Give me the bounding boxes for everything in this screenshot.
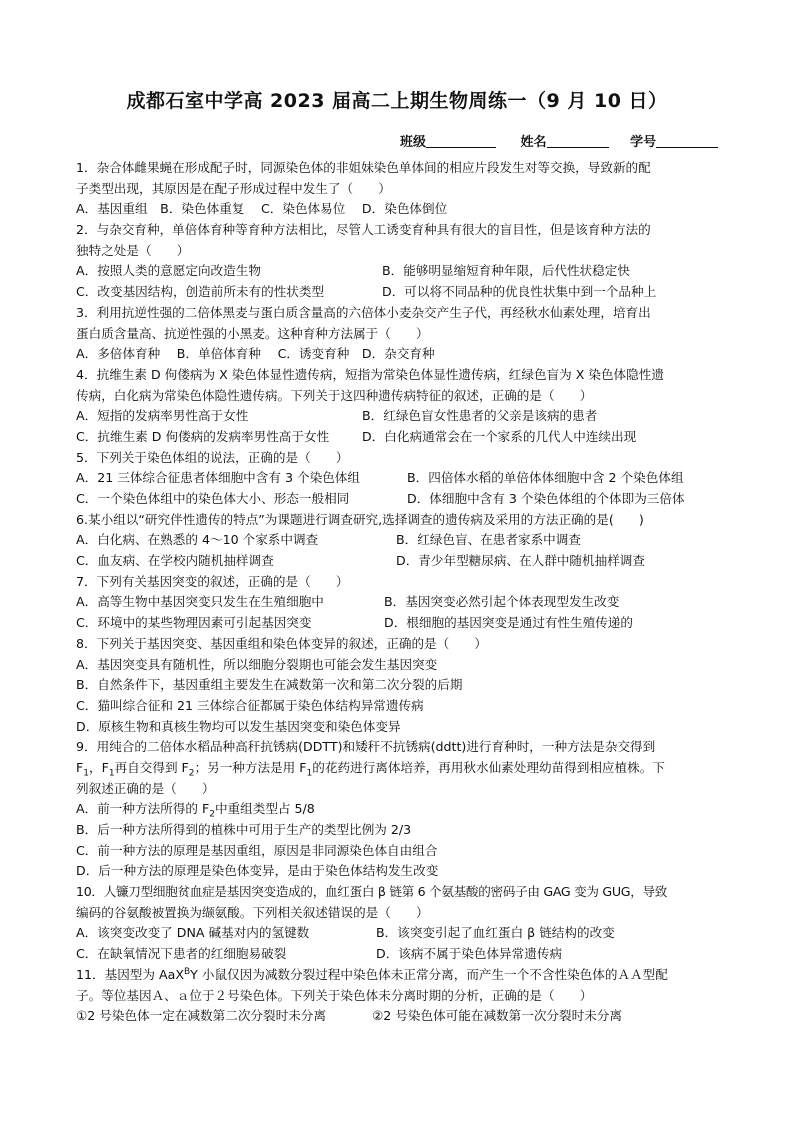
q8-option-a: A．基因突变具有随机性，所以细胞分裂期也可能会发生基因突变: [76, 656, 438, 672]
q2-option-b: B．能够明显缩短育种年限，后代性状稳定快: [382, 263, 630, 279]
q3-stem-line2: 蛋白质含量高、抗逆性强的小黑麦。这种育种方法属于（ ）: [76, 325, 429, 341]
name-label: 姓名: [520, 135, 547, 150]
q7-option-d: D．根细胞的基因突变是通过有性生殖传递的: [384, 615, 633, 631]
q2-option-d: D．可以将不同品种的优良性状集中到一个品种上: [382, 284, 657, 300]
q11-text: 11．基因型为 AaX: [76, 966, 184, 982]
q9-subscript: 1: [108, 768, 115, 779]
q9-subscript: 2: [188, 768, 195, 779]
q8-stem: 8．下列关于基因突变、基因重组和染色体变异的叙述，正确的是（ ）: [76, 635, 488, 651]
q5-option-d: D．体细胞中含有 3 个染色体组的个体即为三倍体: [407, 491, 685, 506]
q9-text: F: [76, 759, 84, 775]
page-title: 成都石室中学高 2023 届高二上期生物周练一（9 月 10 日）: [126, 90, 668, 112]
q3-options: A．多倍体育种 B．单倍体育种 C．诱变育种 D．杂交育种: [76, 346, 435, 362]
q10-options-row1: [76, 923, 718, 944]
q7-option-a: A．高等生物中基因突变只发生在生殖细胞中: [76, 594, 324, 610]
q9-text: 再自交得到 F: [114, 759, 189, 775]
q5-options-row2: [76, 489, 718, 510]
q8-option-b: B．自然条件下，基因重组主要发生在减数第一次和第二次分裂的后期: [76, 677, 463, 693]
q4-option-c: C．抗维生素 D 佝偻病的发病率男性高于女性: [76, 428, 330, 444]
q10-option-b: B．该突变引起了血红蛋白 β 链结构的改变: [376, 925, 615, 941]
question-list: [76, 158, 718, 1027]
q4-options-row1: [76, 406, 718, 427]
q5-stem: 5．下列关于染色体组的说法，正确的是（ ）: [76, 449, 349, 465]
q9-option-a-text: A．前一种方法所得的 F: [76, 801, 210, 817]
class-blank: [426, 133, 496, 148]
q4-options-row2: [76, 427, 718, 448]
q6-options-row1: [76, 530, 718, 551]
name-blank: [547, 133, 609, 148]
student-info-row: [400, 131, 720, 150]
q2-options-row1: [76, 261, 718, 282]
q5-options-row1: [76, 468, 718, 489]
q7-option-b: B．基因突变必然引起个体表现型发生改变: [384, 594, 620, 610]
q9-option-a: [76, 799, 718, 820]
q7-options-row2: [76, 613, 718, 634]
q6-option-a: A．白化病、在熟悉的 4～10 个家系中调查: [76, 532, 319, 548]
q2-option-c: C．改变基因结构，创造前所未有的性状类型: [76, 284, 325, 300]
q9-option-a-text: 中重组类型占 5/8: [214, 801, 315, 817]
q6-stem: 6.某小组以“研究伴性遗传的特点”为课题进行调查研究,选择调查的遗传病及采用的方法正确的是( ): [76, 511, 644, 527]
q2-option-a: A．按照人类的意愿定向改造生物: [76, 263, 261, 279]
q11-text: Y 小鼠仅因为减数分裂过程中染色体未正常分离，而产生一个不含性染色体的ＡＡ型配: [190, 966, 668, 982]
q11-superscript: B: [183, 966, 191, 977]
q6-options-row2: [76, 551, 718, 572]
q5-option-c: C．一个染色体组中的染色体大小、形态一般相同: [76, 491, 350, 506]
q7-stem: 7．下列有关基因突变的叙述，正确的是（ ）: [76, 573, 349, 589]
q4-option-b: B．红绿色盲女性患者的父亲是该病的患者: [362, 408, 598, 424]
q10-option-c: C．在缺氧情况下患者的红细胞易破裂: [76, 946, 287, 962]
q9-subscript: 1: [306, 768, 313, 779]
q11-statement-2: ②2 号染色体可能在减数第一次分裂时未分离: [372, 1008, 622, 1024]
q4-option-d: D．白化病通常会在一个家系的几代人中连续出现: [362, 428, 637, 444]
q11-statements-row: [76, 1006, 718, 1027]
q3-stem-line1: 3．利用抗逆性强的二倍体黑麦与蛋白质含量高的六倍体小麦杂交产生子代，再经秋水仙素处理，培育出: [76, 304, 651, 320]
q10-option-d: D．该病不属于染色体异常遗传病: [376, 946, 563, 962]
q9-stem-line1: 9．用纯合的二倍体水稻品种高秆抗锈病(DDTT)和矮秆不抗锈病(ddtt)进行育种时，一种方法是杂交得到: [76, 739, 656, 755]
class-label: 班级: [400, 135, 427, 150]
q6-option-d: D．青少年型糖尿病、在人群中随机抽样调查: [396, 553, 645, 569]
q5-option-b: B．四倍体水稻的单倍体体细胞中含 2 个染色体组: [407, 470, 684, 486]
q9-text: 的花药进行离体培养，再用秋水仙素处理幼苗得到相应植株。下: [312, 759, 665, 775]
q6-option-c: C．血友病、在学校内随机抽样调查: [76, 553, 274, 569]
q2-stem-line1: 2．与杂交育种，单倍体育种等育种方法相比，尽管人工诱变育种具有很大的盲目性，但是该育种方法的: [76, 222, 651, 238]
q7-option-c: C．环境中的某些物理因素可引起基因突变: [76, 615, 312, 631]
q9-option-d: D．后一种方法的原理是染色体变异，是由于染色体结构发生改变: [76, 863, 439, 879]
q10-stem-line1: 10．人镰刀型细胞贫血症是基因突变造成的，血红蛋白 β 链第 6 个氨基酸的密码子由 GAG 变为 GUG，导致: [76, 884, 668, 900]
q4-stem-line1: 4．抗维生素 D 佝偻病为 X 染色体显性遗传病，短指为常染色体显性遗传病，红绿色盲为 X 染色体隐性遗: [76, 366, 664, 382]
q9-text: ；另一种方法是用 F: [194, 759, 307, 775]
q9-stem-line3: 列叙述正确的是（ ）: [76, 780, 215, 796]
q8-option-d: D．原核生物和真核生物均可以发生基因突变和染色体变异: [76, 718, 401, 734]
q9-stem-line2: [76, 758, 718, 779]
q10-option-a: A．该突变改变了 DNA 碱基对内的氢键数: [76, 925, 310, 941]
q9-option-a-subscript: 2: [209, 809, 215, 820]
q4-option-a: A．短指的发病率男性高于女性: [76, 408, 249, 424]
q2-stem-line2: 独特之处是（ ）: [76, 242, 190, 258]
q1-stem-line2: 子类型出现，其原因是在配子形成过程中发生了（ ）: [76, 180, 391, 196]
q5-option-a: A．21 三体综合征患者体细胞中含有 3 个染色体组: [76, 470, 360, 486]
q11-stem-line2: 子。等位基因Ａ、ａ位于２号染色体。下列关于染色体未分离时期的分析，正确的是（ ）: [76, 987, 593, 1003]
q9-option-b: B．后一种方法所得到的植株中可用于生产的类型比例为 2/3: [76, 822, 412, 837]
q10-stem-line2: 编码的谷氨酸被置换为缬氨酸。下列相关叙述错误的是（ ）: [76, 904, 429, 920]
q9-text: ，F: [88, 759, 109, 775]
q7-options-row1: [76, 592, 718, 613]
q2-options-row2: [76, 282, 718, 303]
q9-subscript: 1: [83, 768, 89, 779]
q1-stem-line1: 1．杂合体雌果蝇在形成配子时，同源染色体的非姐妹染色单体间的相应片段发生对等交换，导致新的配: [76, 160, 651, 175]
q1-options: A．基因重组 B．染色体重复 C．染色体易位 D．染色体倒位: [76, 201, 448, 217]
q11-statement-1: ①2 号染色体一定在减数第二次分裂时未分离: [76, 1008, 326, 1024]
q8-option-c: C．猫叫综合征和 21 三体综合征都属于染色体结构异常遗传病: [76, 697, 424, 713]
id-blank: [656, 133, 718, 148]
q9-option-c: C．前一种方法的原理是基因重组，原因是非同源染色体自由组合: [76, 842, 438, 858]
q4-stem-line2: 传病，白化病为常染色体隐性遗传病。下列关于这四种遗传病特征的叙述，正确的是（ ）: [76, 387, 593, 403]
q10-options-row2: [76, 944, 718, 965]
q6-option-b: B．红绿色盲、在患者家系中调查: [396, 532, 581, 548]
q11-stem-line1: [76, 965, 718, 986]
id-label: 学号: [630, 135, 657, 150]
